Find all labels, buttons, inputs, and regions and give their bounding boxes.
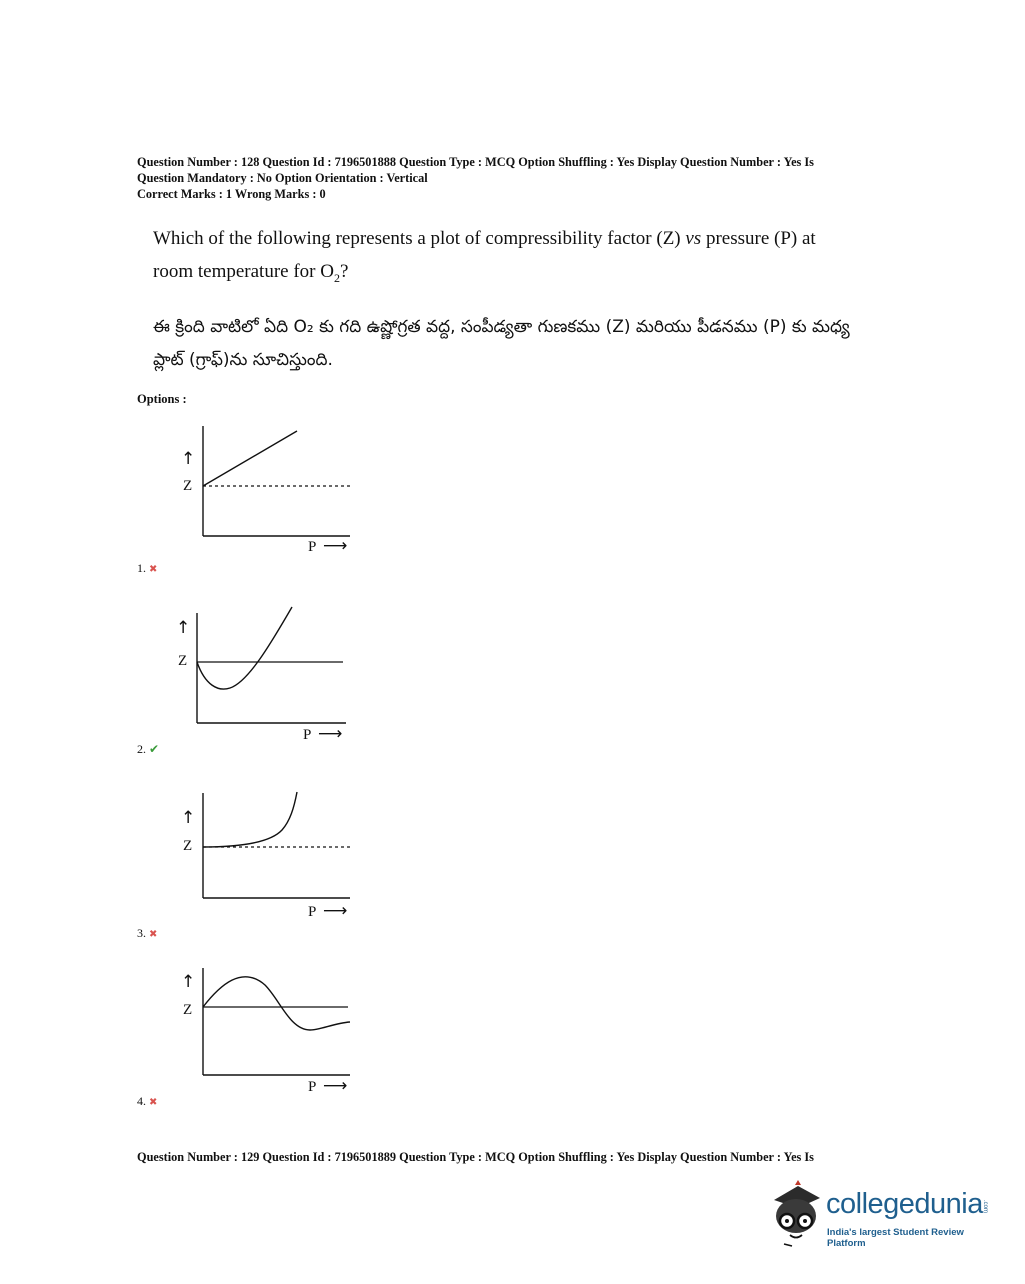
question-text-vs: vs [685,228,702,249]
option-2[interactable] [137,742,159,757]
logo-tagline: India's largest Student Review Platform [827,1227,964,1249]
wrong-mark-icon: ✖ [149,929,158,940]
question-meta [137,154,867,202]
x-arrow-icon: ⟶ [323,536,348,556]
option-3[interactable] [137,926,157,941]
question-text-english [153,222,853,295]
question-text-telugu: ఈ క్రింది వాటిలో ఏది O₂ కు గది ఉష్ణోగ్రత వద్ద, సంపీడ్యతా గుణకము (Z) మరియు పీడనము (P) కు మధ్య ప్లాట్ (గ్రాఫ్)ను సూచిస్తుంది. [153,317,850,370]
option-number: 3. [137,926,146,940]
y-axis-label: Z [183,478,193,494]
mascot-icon [768,1178,826,1248]
correct-mark-icon: ✔ [149,742,160,756]
z-curve [203,977,350,1030]
next-question-meta: Question Number : 129 Question Id : 7196501889 Question Type : MCQ Option Shuffling : Yes Display Question Number : Yes Is [137,1150,814,1164]
z-curve [203,792,297,847]
option-number: 2. [137,742,146,756]
meta-line-1: Question Number : 128 Question Id : 7196501888 Question Type : MCQ Option Shuffling : Yes Display Question Number : Yes Is [137,155,814,169]
x-arrow-icon: ⟶ [323,1076,348,1095]
x-axis-label: P [303,727,312,743]
option-1-graph [170,418,360,558]
question-text-subscript: 2 [333,270,340,285]
x-axis-label: P [308,1079,317,1095]
y-arrow-icon: ↑ [181,972,196,992]
x-arrow-icon: ⟶ [318,724,343,744]
collegedunia-logo[interactable] [768,1178,998,1248]
z-curve [203,431,297,486]
option-4[interactable] [137,1094,157,1109]
question-text-part: pressure (P) at room temperature for O [153,228,816,282]
x-axis-label: P [308,539,317,555]
y-arrow-icon: ↑ [176,618,191,638]
wrong-mark-icon: ✖ [149,564,158,575]
x-arrow-icon: ⟶ [323,901,348,921]
x-axis-label: P [308,904,317,920]
wrong-mark-icon: ✖ [149,1097,158,1108]
y-axis-label: Z [178,653,188,669]
option-1[interactable] [137,561,157,576]
meta-line-2: Question Mandatory : No Option Orientation : Vertical [137,171,428,185]
question-text-part: Which of the following represents a plot of compressibility factor (Z) [153,228,686,249]
options-label: Options : [137,392,187,406]
logo-name: collegedunia [826,1188,983,1220]
meta-line-3: Correct Marks : 1 Wrong Marks : 0 [137,187,326,201]
option-4-graph [170,960,360,1095]
y-arrow-icon: ↑ [181,808,196,828]
option-number: 1. [137,561,146,575]
option-2-graph [170,600,360,745]
y-axis-label: Z [183,838,193,854]
y-arrow-icon: ↑ [181,449,196,469]
z-curve [197,607,292,689]
y-axis-label: Z [183,1002,193,1018]
option-3-graph [170,783,360,923]
option-number: 4. [137,1094,146,1108]
question-text-part: ? [339,261,349,282]
logo-com: .com [982,1200,988,1214]
